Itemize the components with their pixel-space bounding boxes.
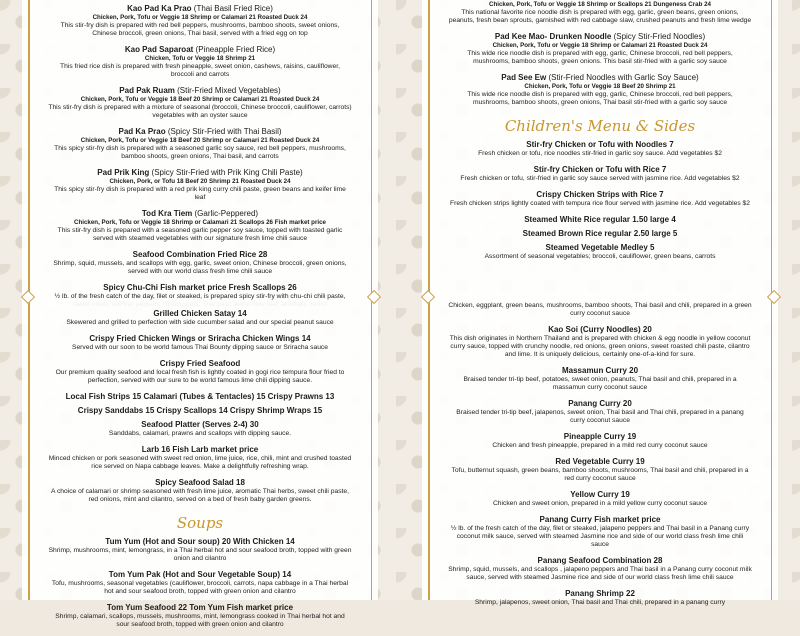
item-title: Crispy Chicken Strips with Rice 7 (536, 190, 664, 199)
item-title: Crispy Fried Seafood (159, 359, 241, 368)
item-protein-options: Chicken, Pork, Tofu or Veggie 18 Beef 20 Shrimp or Calamari 21 Roasted Duck 24 (80, 96, 320, 103)
item-description: Chicken and sweet onion, prepared in a mild yellow curry coconut sauce (492, 500, 708, 507)
item-name (48, 406, 352, 416)
item-title: Panang Shrimp 22 (565, 589, 635, 598)
menu-item (48, 4, 352, 38)
item-title: Pineapple Curry 19 (563, 432, 637, 441)
item-title: Pad See Ew (501, 73, 547, 82)
appetizers-and-soups-section (48, 309, 352, 628)
item-title: Steamed Vegetable Medley 5 (545, 243, 655, 252)
item-name (48, 445, 352, 455)
item-description: This dish originates in Northern Thailand and is prepared with chicken & egg noodle in yellow coconut curry sauce, topped with crunchy noodle, red onions, green onions, sweet roasted chili paste, cilantro and lime. It is uniquely delicious, certainly one-of-a-kind for sure. (449, 335, 751, 358)
item-protein-options: Chicken, Pork, Tofu or Veggie 18 Shrimp or Calamari 21 Scallops 26 Fish market price (74, 219, 326, 226)
item-title: Tom Yum Seafood 22 Tom Yum Fish market price (106, 603, 294, 612)
item-title: Crispy Fried Chicken Wings or Sriracha Chicken Wings 14 (89, 334, 311, 343)
item-name (48, 250, 352, 260)
item-subtitle: (Spicy Stir-Fried Noodles) (613, 32, 706, 41)
item-subtitle: (Stir-Fried Mixed Vegetables) (177, 86, 281, 95)
item-description: Shrimp, calamari, scallops, mussels, mushrooms, mint, lemongrass cooked in Thai herbal hot and sour seafood broth, topped with green onion and cilantro (55, 613, 345, 628)
item-name (48, 45, 352, 55)
item-protein-options: Chicken, Tofu or Veggie 18 Shrimp 21 (144, 55, 256, 62)
menu-item (48, 168, 352, 202)
gold-border-right (771, 300, 773, 600)
item-title: Panang Curry Fish market price (539, 515, 661, 524)
item-title: Pad Kee Mao- Drunken Noodle (494, 32, 612, 41)
item-description: Fresh chicken or tofu, rice noodles stir-fried in garlic soy sauce. Add vegetables $2 (478, 150, 722, 157)
item-description: Our premium quality seafood and local fresh fish is lightly coated in gogi rice tempura flour fried to perfection, served with our sure to be world famous lime chili dipping sauce. (55, 369, 345, 384)
item-title: Tod Kra Tiem (141, 209, 193, 218)
item-title: Pad Pak Ruam (119, 86, 175, 95)
item-subtitle: (Pineapple Fried Rice) (195, 45, 276, 54)
item-title: Red Vegetable Curry 19 (555, 457, 645, 466)
menu-item (48, 334, 352, 352)
noodles-and-children-section (448, 1, 752, 300)
item-name (48, 4, 352, 14)
item-description: ½ lb. of the fresh catch of the day, filet or steaked, jalapeno peppers and Thai basil in a Panang curry coconut milk sauce, served with steamed Jasmine rice and side of our world class fresh lime chili sauce (450, 525, 750, 548)
menu-item (48, 309, 352, 327)
item-description: Chicken and fresh pineapple, prepared in a mild red curry coconut sauce (492, 442, 708, 449)
item-name (448, 165, 752, 175)
item-title: Larb 16 Fish Larb market price (141, 445, 259, 454)
curries-section (448, 302, 752, 606)
menu-page-bottom-left (0, 300, 400, 628)
menu-item (448, 165, 752, 183)
item-subtitle: (Spicy Stir-Fried with Prik King Chili Paste) (151, 168, 303, 177)
item-description: This stir-fry dish is prepared with a seasoned garlic pepper soy sauce, topped with toasted garlic served with steamed vegetables with our signature fresh lime chili sauce (57, 227, 343, 242)
item-title: Spicy Seafood Salad 18 (155, 478, 245, 487)
menu-item (448, 32, 752, 66)
menu-item (48, 45, 352, 79)
menu-item (448, 556, 752, 582)
item-name (448, 190, 752, 200)
menu-item (48, 86, 352, 120)
menu-item (448, 190, 752, 208)
menu-item (448, 215, 752, 225)
item-name (48, 209, 352, 219)
menu-item (448, 140, 752, 158)
item-title: Seafood Platter (Serves 2-4) 30 (141, 420, 259, 429)
item-subtitle: (Thai Basil Fried Rice) (193, 4, 273, 13)
item-title: Massamun Curry 20 (561, 366, 639, 375)
item-description: Fresh chicken or tofu, stir-fried in garlic soy sauce served with jasmine rice. Add vegetables $2 (460, 175, 740, 182)
menu-item (48, 603, 352, 629)
item-description: Shrimp, squid, mussels, and scallops with egg, garlic, sweet onion, Chinese broccoli, green onions, served with our world class fresh lime chili sauce (53, 260, 347, 275)
item-title: Tum Yum (Hot and Sour soup) 20 With Chicken 14 (105, 537, 295, 546)
menu-item (448, 399, 752, 425)
item-description: Shrimp, squid, mussels, and scallops , jalapeno peppers and Thai basil in a Panang curry coconut milk sauce, served with steamed Jasmine rice and side of our world class fresh lime chili sauce (448, 566, 752, 581)
item-description: This wide rice noodle dish is prepared with egg, garlic, Chinese broccoli, red bell peppers, mushrooms, bamboo shoots, green onions, Thai basil stir-fried with a garlic soy sauce (467, 91, 733, 106)
item-title: Stir-fry Chicken or Tofu with Noodles 7 (526, 140, 674, 149)
item-description: This national favorite rice noodle dish is prepared with egg, garlic, green beans, green onions, peanuts, fresh bean sprouts, garnished with red cabbage slaw, crushed peanuts and fresh lime wedge (448, 9, 752, 24)
item-name (48, 168, 352, 178)
item-description: Shrimp, mushrooms, mint, lemongrass, in a Thai herbal hot and sour seafood broth, topped with green onion and cilantro (48, 547, 352, 562)
item-description: Chicken, eggplant, green beans, mushrooms, bamboo shoots, Thai basil and chili, prepared in a green curry coconut sauce (448, 302, 752, 317)
item-name (448, 229, 752, 239)
item-name (448, 325, 752, 335)
item-title: Kao Pad Saparoat (124, 45, 194, 54)
item-title: Seafood Combination Fried Rice 28 (132, 250, 268, 259)
item-protein-options: Chicken, Pork, Tofu or Veggie 18 Beef 20 Shrimp 21 (524, 83, 676, 90)
menu-item (448, 325, 752, 359)
menu-item (448, 366, 752, 392)
item-name (48, 127, 352, 137)
menu-item (48, 392, 352, 402)
item-description: Braised tender tri-tip beef, jalapenos, sweet onion, Thai basil and Thai chili, prepared in a panang curry coconut sauce (456, 409, 744, 424)
item-name (448, 432, 752, 442)
item-title: Pad Prik King (97, 168, 150, 177)
item-description: Served with our soon to be world famous Thai Bounty dipping sauce or Sriracha sauce (71, 344, 328, 351)
menu-item (48, 406, 352, 416)
menu-item (48, 445, 352, 471)
item-description: Shrimp, jalapenos, sweet onion, Thai basil and Thai chili, prepared in a panang curry (474, 599, 726, 606)
menu-page-top-right (400, 0, 800, 300)
item-title: Grilled Chicken Satay 14 (153, 309, 247, 318)
gold-border-left (28, 300, 30, 600)
menu-item (48, 250, 352, 276)
gold-border-right (771, 0, 773, 300)
item-name (48, 537, 352, 547)
entrees-section (48, 4, 352, 300)
menu-item (48, 570, 352, 596)
item-name (448, 589, 752, 599)
menu-item (448, 457, 752, 483)
item-title: Tom Yum Pak (Hot and Sour Vegetable Soup) 14 (108, 570, 292, 579)
item-description: Braised tender tri-tip beef, potatoes, sweet onion, peanuts, Thai basil and chili, prepared in a massamun curry coconut sauce (463, 376, 737, 391)
menu-item (48, 420, 352, 438)
item-protein-options: Chicken, Pork, or Tofu 18 Beef 20 Shrimp 21 Roasted Duck 24 (109, 178, 291, 185)
menu-item (448, 229, 752, 239)
item-description: Tofu, mushrooms, seasonal vegetables (cauliflower, broccoli, carrots, napa cabbage in a Thai herbal hot and sour seafood broth, topped with green onion and cilantro (51, 580, 349, 595)
item-title: Local Fish Strips 15 Calamari (Tubes & Tentacles) 15 Crispy Prawns 13 (65, 392, 335, 401)
menu-page-bottom-right (400, 300, 800, 606)
item-title: Panang Curry 20 (568, 399, 632, 408)
item-title: Kao Pad Ka Prao (127, 4, 192, 13)
item-name (448, 556, 752, 566)
menu-page-top-left (0, 0, 400, 300)
menu-item (48, 359, 352, 385)
page-panel (22, 300, 378, 628)
item-subtitle: (Spicy Stir-Fried with Thai Basil) (167, 127, 282, 136)
item-title: Kao Soi (Curry Noodles) 20 (548, 325, 652, 334)
menu-item (448, 515, 752, 549)
item-protein-options: Chicken, Pork, Tofu or Veggie 18 Shrimp or Calamari 21 Roasted Duck 24 (492, 42, 708, 49)
soups-heading: Soups (176, 514, 224, 532)
item-description: This spicy stir-fry dish is prepared with a red prik king curry chili paste, green beans and keifer lime leaf (54, 186, 346, 201)
item-name (48, 392, 352, 402)
gold-border-right (371, 300, 373, 600)
menu-item (448, 243, 752, 261)
gold-border-left (428, 0, 430, 300)
gold-border-right (371, 0, 373, 300)
item-protein-options: Chicken, Pork, Tofu or Veggie 18 Shrimp or Calamari 21 Roasted Duck 24 (92, 14, 308, 21)
item-name (448, 73, 752, 83)
item-title: Stir-fry Chicken or Tofu with Rice 7 (533, 165, 667, 174)
item-title: Pad Ka Prao (118, 127, 166, 136)
item-name (448, 32, 752, 42)
menu-item (448, 73, 752, 107)
gold-border-left (428, 300, 430, 600)
item-name (48, 86, 352, 96)
item-name (48, 478, 352, 488)
item-name (48, 420, 352, 430)
menu-item (448, 490, 752, 508)
item-name (448, 490, 752, 500)
item-name (448, 515, 752, 525)
gold-border-left (28, 0, 30, 300)
item-name (448, 140, 752, 150)
item-description: This stir-fry dish is prepared with a mixture of seasonal (broccoli, Chinese broccoli, cauliflower, carrots) vegetables with an oyster sauce (48, 104, 352, 119)
item-description: This wide rice noodle dish is prepared with egg, garlic, Chinese broccoli, red bell peppers, mushrooms, bamboo shoots, green onions. This basil stir-fried with a garlic soy sauce (467, 50, 733, 65)
item-description: Assortment of seasonal vegetables; broccoli, cauliflower, green beans, carrots (484, 253, 716, 260)
children-menu-heading: Children's Menu & Sides (504, 117, 696, 135)
item-name (448, 366, 752, 376)
item-description: Sanddabs, calamari, prawns and scallops with dipping sauce. (108, 430, 292, 437)
item-description: This stir-fry dish is prepared with red bell peppers, mushrooms, bamboo shoots, sweet onions, Chinese broccoli, green onions, Thai basil, served with a fried egg on top (60, 22, 340, 37)
item-description: This fried rice dish is prepared with fresh pineapple, sweet onion, cashews, raisins, cauliflower, broccoli and carrots (60, 63, 340, 78)
item-title: Steamed Brown Rice regular 2.50 large 5 (522, 229, 678, 238)
item-name (448, 399, 752, 409)
item-protein-options: Chicken, Pork, Tofu or Veggie 18 Shrimp or Scallops 21 Dungeness Crab 24 (488, 1, 711, 8)
page-panel (422, 0, 778, 300)
item-description: A choice of calamari or shrimp seasoned with fresh lime juice, aromatic Thai herbs, sweet chili paste, red onions, mint and cilantro, served on a bed of fresh baby garden greens. (51, 488, 349, 503)
menu-item (48, 478, 352, 504)
item-subtitle: (Garlic-Peppered) (194, 209, 259, 218)
menu-item (48, 209, 352, 243)
menu-item (48, 537, 352, 563)
page-panel (422, 300, 778, 606)
menu-item (448, 432, 752, 450)
item-description: ½ lb. of the fresh catch of the day, filet or steaked, is prepared spicy stir-fry with chu-chi chili paste, (54, 293, 346, 300)
item-name (48, 570, 352, 580)
item-name (448, 215, 752, 225)
item-name (48, 603, 352, 613)
item-description: Skewered and grilled to perfection with side cucumber salad and our special peanut sauce (66, 319, 334, 326)
item-name (48, 334, 352, 344)
item-description: Fresh chicken strips lightly coated with tempura rice flour served with jasmine rice. Add vegetables $2 (450, 200, 750, 207)
item-title: Spicy Chu-Chi Fish market price Fresh Scallops 26 (103, 283, 297, 292)
item-description: Minced chicken or pork seasoned with sweet red onion, lime juice, rice, chili, mint and crushed toasted rice served on Napa cabbage leaves. Make a delightfully refreshing wrap. (48, 455, 352, 470)
menu-item (448, 1, 752, 25)
item-title: Crispy Sanddabs 15 Crispy Scallops 14 Crispy Shrimp Wraps 15 (77, 406, 323, 415)
item-name (48, 359, 352, 369)
item-title: Yellow Curry 19 (570, 490, 630, 499)
item-description: Tofu, butternut squash, green beans, bamboo shoots, mushrooms, Thai basil and chili, prepared in a red curry coconut sauce (451, 467, 749, 482)
item-protein-options: Chicken, Pork, Tofu or Veggie 18 Beef 20 Shrimp or Calamari 21 Roasted Duck 24 (80, 137, 320, 144)
page-panel (22, 0, 378, 300)
item-title: Steamed White Rice regular 1.50 large 4 (524, 215, 676, 224)
item-title: Panang Seafood Combination 28 (537, 556, 663, 565)
item-name (448, 457, 752, 467)
item-name (48, 309, 352, 319)
item-name (48, 283, 352, 293)
item-name (448, 243, 752, 253)
item-description: This spicy stir-fry dish is prepared with a seasoned garlic soy sauce, red bell peppers, mushrooms, bamboo shoots, green onions, Thai basil, and carrots (54, 145, 346, 160)
menu-item (448, 589, 752, 607)
item-subtitle: (Stir-Fried Noodles with Garlic Soy Sauce) (548, 73, 699, 82)
menu-item (48, 127, 352, 161)
